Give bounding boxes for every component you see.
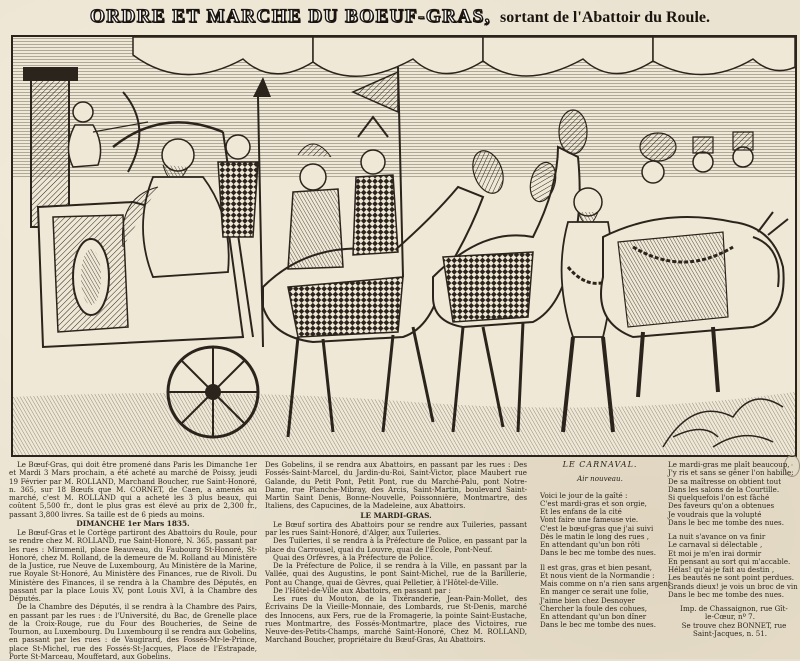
song-air: Air nouveau.: [577, 474, 623, 484]
verse-line: En pensant au sort qui m'accable.: [668, 556, 791, 566]
paragraph: Le Bœuf-Gras, qui doit être promené dans Paris les Dimanche 1er et Mardi 3 Mars prochain, a été acheté au marché de Poissy, jeudi 19 Février par M. ROLLAND, Marchand Boucher, rue Saint-Honoré, n. 365, sur 18 Bœufs que M. CORNET, de Caen, a amenés au marché, c'est M. ROLLAND qui a acheté les 3 plus beaux, qui coûtent 5,500 fr., dont le plus gras est élevé au prix de 2,300 fr., passant 3,800 livres. Sa taille est de 6 pieds au moins.: [9, 460, 257, 519]
verse-line: Chercher la foule des cohues,: [540, 603, 648, 613]
verse-line: J'aime bien chez Desnoyer: [540, 595, 635, 605]
stanza-3: [668, 461, 792, 527]
column-programme-mardi: [265, 461, 527, 645]
paragraph: Le Bœuf sortira des Abattoirs pour se rendre aux Tuileries, passant par les rues Saint-Honoré, d'Alger, aux Tuileries.: [265, 519, 527, 537]
verse-line: Grands dieux! je vois un broc de vin: [668, 581, 798, 591]
title-sub: sortant de l'Abattoir du Roule.: [500, 9, 710, 26]
verse-line: La nuit s'avance on va finir: [668, 532, 766, 541]
section-heading-dimanche: DIMANCHE 1er Mars 1835.: [76, 518, 190, 528]
verse-line: Dans le bec me tombe des nues.: [540, 548, 656, 558]
verse-line: Dans le bec me tombe des nues.: [540, 620, 656, 630]
title-main: ORDRE ET MARCHE DU BOEUF-GRAS,: [90, 6, 491, 27]
paragraph: Quai des Orfèvres, à la Préfecture de Police.: [273, 552, 433, 562]
paragraph: Les rues du Mouton, de la Tixéranderie, Jean-Pain-Mollet, des Écrivains De la Vieille-Monnaie, des Lombards, rue St-Denis, marché des Innocens, aux Fers, rue de la Fromagerie, la pointe Saint-Eustache, rues Montmartre, des Fossés-Montmartre, place des Victoires, rue Neuve-des-Petits-Champs, marché Saint-Honoré, Chez M. ROLLAND, Marchand Boucher, propriétaire du Bœuf-Gras, Au Abattoirs.: [265, 594, 527, 645]
seller-address: Se trouve chez BONNET, rue Saint-Jacques, n. 51.: [681, 620, 787, 638]
column-song-part1: [540, 460, 671, 636]
verse-line: Les beautés ne sont point perdues.: [668, 573, 794, 583]
imprint: Imp. de Chassaignon, rue Gît-le-Cœur, nº 7.: [680, 604, 788, 622]
column-song-part2: [668, 460, 798, 638]
stanza-2: [540, 562, 671, 630]
verse-line: C'est le bœuf-gras que j'ai suivi: [540, 523, 654, 533]
verse-line: Je voudrais que la volupté: [668, 509, 762, 519]
woodcut-procession-illustration: [11, 35, 797, 457]
column-programme-dimanche: [9, 461, 257, 661]
library-stamp-icon: ◦: [784, 455, 800, 477]
verse-line: Il est gras, gras et bien pesant,: [540, 562, 653, 572]
stanza-4: [668, 532, 798, 599]
verse-line: Vont faire une fameuse vie.: [540, 515, 639, 525]
verse-line: J'y ris et sans se gêner l'on habille;: [668, 468, 794, 478]
verse-line: Le carnaval si délectable ,: [668, 540, 763, 550]
verse-line: Et moi je m'en irai dormir: [668, 548, 762, 558]
paragraph: Des Tuileries, il se rendra à la Préfecture de Police, en passant par la place du Carrousel, quai du Louvre, quai de l'École, Pont-Neuf.: [265, 536, 527, 554]
verse-line: Dans le bec me tombe des nues.: [668, 517, 784, 527]
verse-line: Si quelquefois l'on est fâché: [668, 493, 770, 502]
verse-line: Hélas! qu'ai-je fait au destin ,: [668, 565, 775, 574]
paragraph: De la Préfecture de Police, il se rendra à la Ville, en passant par la Vallée, quai des Augustins, le pont Saint-Michel, rue de la Barillerie, Pont au Change, quai de Gèvres, quai Pelletier, à l'Hôtel-de-Ville.: [265, 561, 527, 587]
verse-line: En attendant qu'un bon rôti: [540, 540, 641, 549]
page-title: [0, 6, 800, 28]
verse-line: Voici le jour de la gaîté :: [540, 490, 628, 500]
verse-line: Dès le matin le long des rues ,: [540, 531, 649, 541]
verse-line: En manger ce serait une folie,: [540, 587, 649, 597]
paragraph: Des Gobelins, il se rendra aux Abattoirs, en passant par les rues : Des Fossés-Saint-Marcel, du Jardin-du-Roi, Saint-Victor, place Maubert rue Galande, du Petit Pont, Petit Pont, rue du Marché-Palu, pont Notre-Dame, rue Planche-Mibray, des Arcis, Saint-Martin, boulevard Saint-Martin Saint Denis, Bonne-Nouvelle, Poissonnière, Montmartre, des Italiens, des Capucines, de la Madeleine, aux Abattoirs.: [265, 460, 527, 511]
section-heading-mardi-gras: LE MARDI-GRAS.: [360, 510, 432, 520]
verse-line: Mais comme on n'a rien sans argent: [540, 579, 671, 588]
verse-line: Le mardi-gras me plaît beaucoup,: [668, 460, 790, 469]
verse-line: De sa maîtresse on obtient tout: [668, 476, 782, 486]
paragraph: De la Chambre des Députés, il se rendra à la Chambre des Pairs, en passant par les rues : de l'Université, du Bac, de Grenelle place de la Croix-Rouge, rue du Four des Boucheries, de Seine de Tournon, au Luxembourg. Du Luxembourg il se rendra aux Gobelins, en passant par les rues : de Vaugirard, des Fossés-Mr-le-Prince, place St-Michel, rue des Fossés-St-Jacques, Place de l'Estrapade, Porte St-Marceau, Mouffetard, aux Gobelins.: [9, 602, 257, 661]
verse-line: Et nous vient de la Normandie :: [540, 570, 655, 580]
stanza-1: [540, 492, 660, 558]
paragraph: Le Bœuf-Gras et le Cortège partiront des Abattoirs du Roule, pour se rendre chez M. ROLLAND, rue Saint-Honoré, N. 365, passant par les rues : Miromenil, place Beauveau, du Faubourg St-Honoré, St-Honoré, chez M. Rolland, de la demeure de M. Rolland au Ministère de la Justice, rue Neuve de Luxembourg, Au Ministère de la Marine, rue Royale St-Honoré, Au Ministère des Finances, rue de Rivoli. Du Ministère des Finances, il se rendra à la Chambre des Députés, en passant par la place Louis XV, pont Louis XVI, à la Chambre des Députés.: [9, 528, 257, 603]
verse-line: Et les enfans de la cité: [540, 507, 622, 516]
verse-line: Dans le bec me tombe des nues.: [668, 589, 784, 599]
verse-line: Dans les salons de la Courtille.: [668, 484, 780, 494]
verse-line: C'est mardi-gras et son orgie,: [540, 498, 647, 508]
verse-line: Des faveurs qu'on a obtenues: [668, 501, 775, 511]
paragraph: De l'Hôtel-de-Ville aux Abattoirs, en passant par :: [273, 585, 451, 595]
verse-line: En attendant qu'un bon dîner: [540, 612, 647, 621]
song-title: LE CARNAVAL.: [562, 460, 638, 469]
